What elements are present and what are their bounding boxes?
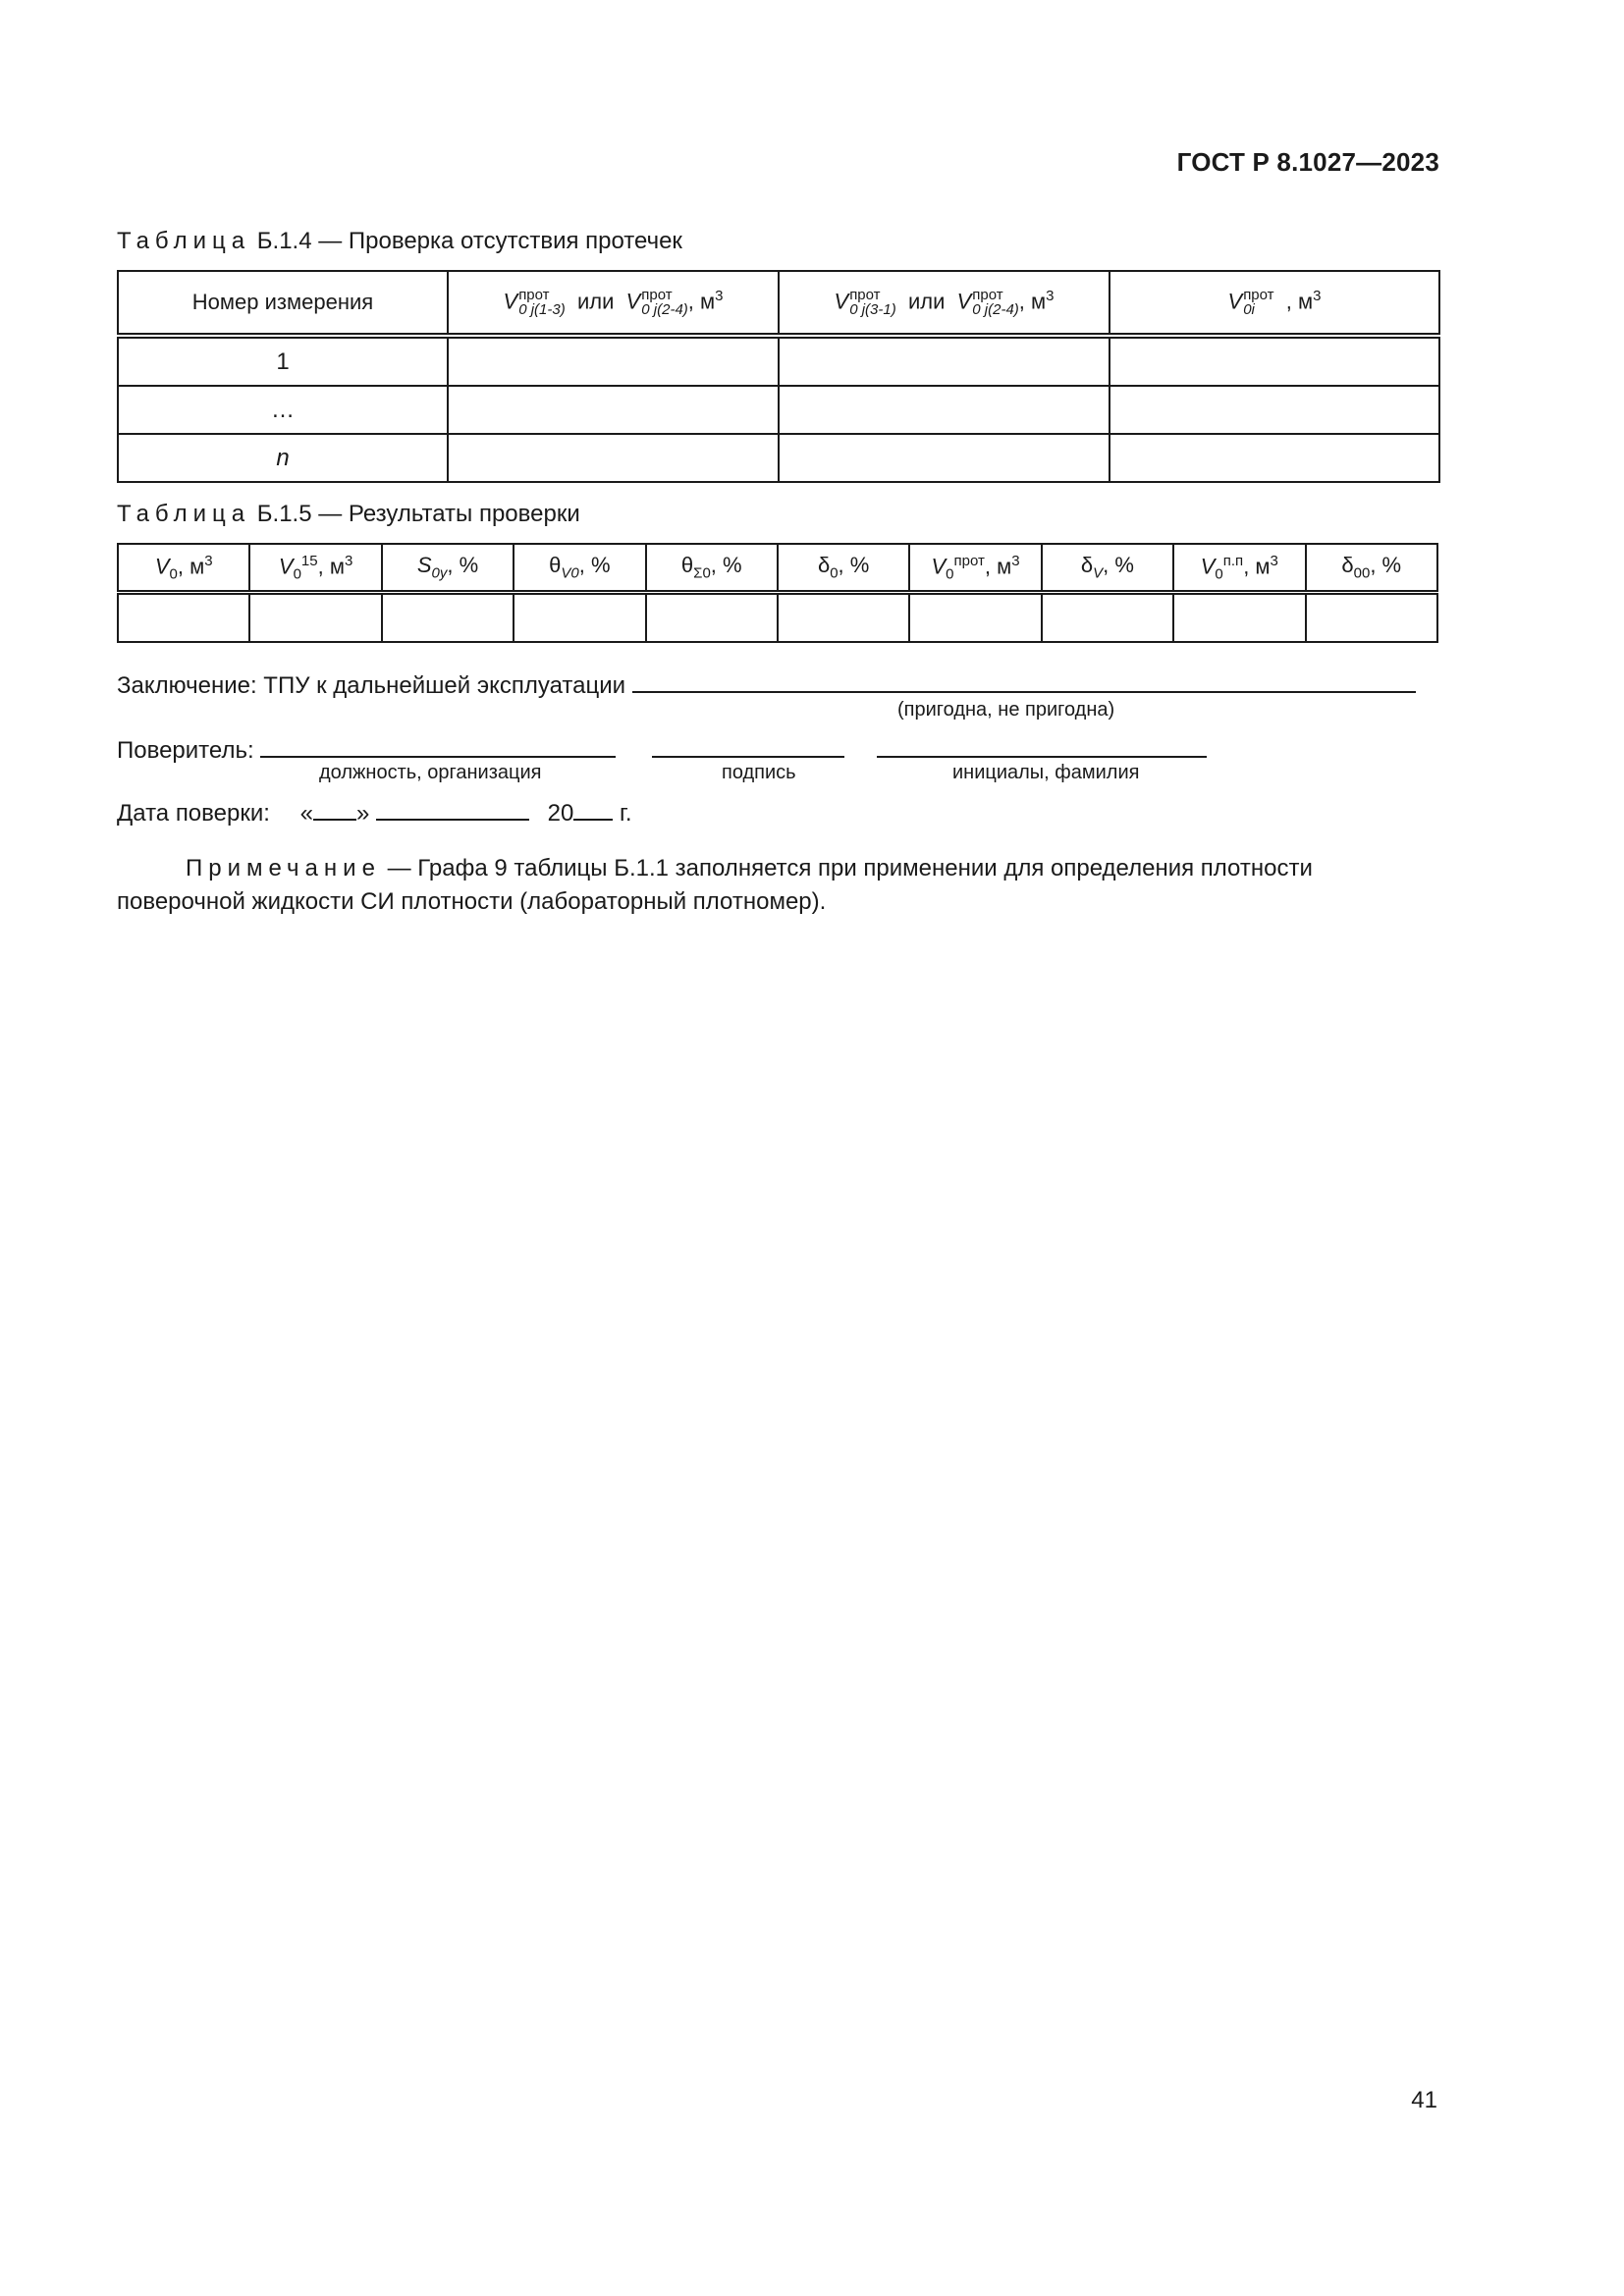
note	[117, 852, 1438, 919]
col-measurement-number: Номер измерения	[118, 271, 448, 336]
col-delta00: $\delta_{00}$, %	[1306, 544, 1437, 593]
empty-cell[interactable]	[514, 593, 645, 643]
empty-cell[interactable]	[1306, 593, 1437, 643]
empty-cell[interactable]	[382, 593, 514, 643]
document-id: ГОСТ Р 8.1027—2023	[1176, 147, 1439, 177]
empty-cell[interactable]	[779, 386, 1110, 434]
col-theta-v0: $\theta_{V0}$, %	[514, 544, 645, 593]
row-number: n	[118, 434, 448, 482]
empty-cell[interactable]	[1110, 386, 1439, 434]
col-v-prot-0i: V прот 0i , $м^3$	[1110, 271, 1439, 336]
empty-cell[interactable]	[448, 336, 779, 386]
empty-cell[interactable]	[778, 593, 909, 643]
col-v0-pp: $V_0^{п.п}$, $м^3$	[1173, 544, 1305, 593]
col-delta-v: $\delta_V$, %	[1042, 544, 1173, 593]
col-v-prot-13-24: V прот 0 j(1-3) или V прот 0 j(2-4) , $м^3$	[448, 271, 779, 336]
note-prefix: Примечание	[186, 855, 381, 881]
table-row	[118, 434, 1439, 482]
conclusion-field[interactable]	[632, 669, 1416, 693]
year-field[interactable]	[573, 797, 613, 821]
caption-prefix: Таблица	[117, 501, 251, 527]
col-v0-15: $V_0^{15}$, $м^3$	[249, 544, 381, 593]
empty-cell[interactable]	[448, 386, 779, 434]
conclusion-row	[117, 669, 1416, 700]
empty-cell[interactable]	[118, 593, 249, 643]
table-b15-caption	[117, 501, 580, 528]
signature-hint: подпись	[722, 762, 796, 783]
empty-cell[interactable]	[646, 593, 778, 643]
col-s0y: $S_{0y}$, %	[382, 544, 514, 593]
caption-prefix: Таблица	[117, 228, 251, 254]
caption-text: Б.1.5 — Результаты проверки	[250, 501, 580, 527]
empty-cell[interactable]	[779, 434, 1110, 482]
table-b15	[117, 543, 1438, 643]
table-row	[118, 593, 1437, 643]
empty-cell[interactable]	[779, 336, 1110, 386]
col-v0: $V_0$, $м^3$	[118, 544, 249, 593]
conclusion-hint: (пригодна, не пригодна)	[897, 699, 1115, 721]
name-field[interactable]	[877, 734, 1207, 758]
note-text: — Графа 9 таблицы Б.1.1 заполняется при применении для определения плотности поверочной жидкости СИ плотности (лабораторный плотномер).	[117, 855, 1313, 915]
caption-text: Б.1.4 — Проверка отсутствия протечек	[250, 228, 682, 254]
position-organization-field[interactable]	[260, 734, 616, 758]
row-number: …	[118, 386, 448, 434]
date-row: Дата поверки: « » 20 г.	[117, 797, 632, 828]
empty-cell[interactable]	[909, 593, 1041, 643]
empty-cell[interactable]	[448, 434, 779, 482]
empty-cell[interactable]	[1110, 336, 1439, 386]
verifier-label: Поверитель:	[117, 737, 254, 764]
col-v0-prot: $V_0^{прот}$, $м^3$	[909, 544, 1041, 593]
col-theta-sum0: $\theta_{\Sigma 0}$, %	[646, 544, 778, 593]
table-row	[118, 336, 1439, 386]
signature-field[interactable]	[652, 734, 844, 758]
conclusion-label: Заключение: ТПУ к дальнейшей эксплуатации	[117, 672, 626, 699]
verifier-row	[117, 734, 1207, 765]
row-number: 1	[118, 336, 448, 386]
col-delta0: $\delta_0$, %	[778, 544, 909, 593]
month-field[interactable]	[376, 797, 529, 821]
table-b14-caption	[117, 228, 682, 255]
name-hint: инициалы, фамилия	[952, 762, 1140, 783]
date-label: Дата поверки:	[117, 800, 270, 827]
col-v-prot-31-24: V прот 0 j(3-1) или V прот 0 j(2-4) , $м^3$	[779, 271, 1110, 336]
empty-cell[interactable]	[1173, 593, 1305, 643]
table-row	[118, 386, 1439, 434]
empty-cell[interactable]	[1110, 434, 1439, 482]
empty-cell[interactable]	[249, 593, 381, 643]
empty-cell[interactable]	[1042, 593, 1173, 643]
table-b14	[117, 270, 1440, 483]
day-field[interactable]	[313, 797, 356, 821]
page-number: 41	[1411, 2087, 1437, 2113]
position-organization-hint: должность, организация	[319, 762, 542, 783]
